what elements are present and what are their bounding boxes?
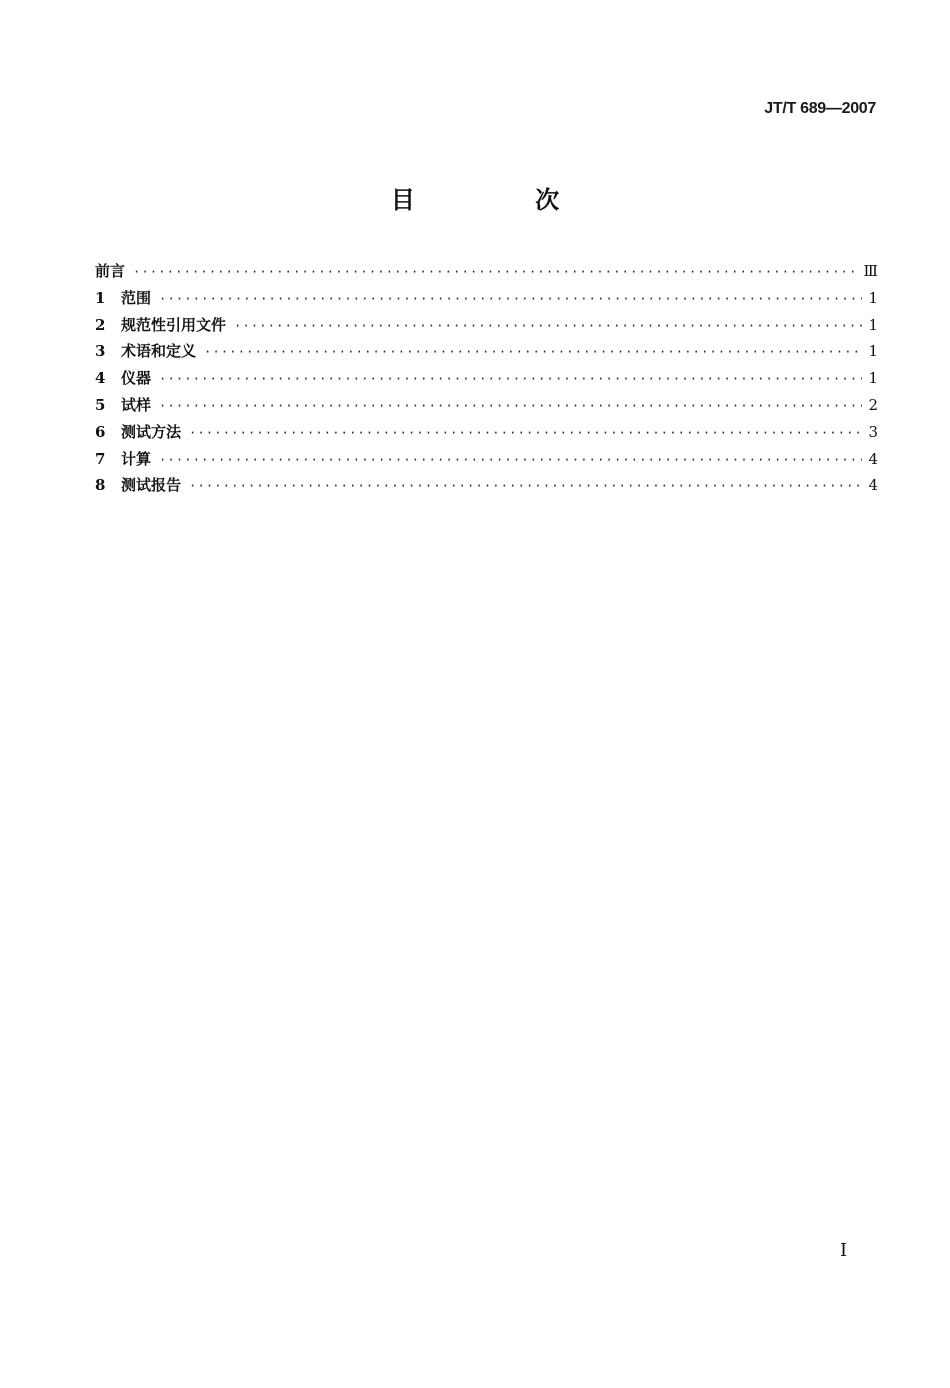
toc-leader-dots — [159, 372, 862, 386]
toc-entry-number: 2 — [95, 315, 106, 334]
toc-entry-page: 2 — [868, 395, 878, 414]
toc-entry-page: 1 — [868, 342, 878, 361]
toc-entry-2[interactable] — [95, 314, 878, 341]
toc-leader-dots — [189, 479, 862, 493]
toc-entry-page: 1 — [868, 288, 878, 307]
toc-entry-page: 1 — [868, 369, 878, 388]
toc-entry-3[interactable] — [95, 340, 878, 367]
toc-title: 目 次 — [390, 186, 616, 214]
standard-code: JT/T 689—2007 — [764, 100, 876, 117]
toc-leader-dots — [204, 345, 862, 359]
toc-entry-page: Ⅲ — [863, 262, 878, 280]
toc-entry-4[interactable] — [95, 367, 878, 394]
toc-leader-dots — [133, 265, 858, 279]
toc-entry-number: 4 — [95, 369, 106, 388]
toc-leader-dots — [159, 292, 862, 306]
toc-entry-page: 1 — [868, 315, 878, 334]
toc-entry-6[interactable] — [95, 421, 878, 448]
toc-entry-number: 7 — [95, 449, 106, 468]
toc-entry-number: 1 — [95, 288, 106, 307]
toc-entry-label: 规范性引用文件 — [121, 315, 227, 334]
toc-entry-5[interactable] — [95, 394, 878, 421]
toc-entry-label: 前言 — [95, 262, 126, 280]
page-number: I — [840, 1240, 848, 1261]
toc-entry-label: 术语和定义 — [121, 342, 197, 361]
toc-entry-label: 测试方法 — [121, 422, 182, 441]
toc-entry-page: 3 — [868, 422, 878, 441]
toc-leader-dots — [159, 399, 862, 413]
toc-entry-foreword[interactable] — [95, 260, 878, 287]
toc-entry-number: 8 — [95, 476, 106, 495]
toc-entry-number: 6 — [95, 422, 106, 441]
toc-entry-8[interactable] — [95, 474, 878, 501]
toc-entry-1[interactable] — [95, 287, 878, 314]
toc-entry-page: 4 — [868, 449, 878, 468]
toc-leader-dots — [189, 426, 862, 440]
toc-entry-label: 测试报告 — [121, 476, 182, 495]
toc-entry-label: 计算 — [121, 449, 152, 468]
toc-leader-dots — [234, 319, 862, 333]
toc-entry-label: 试样 — [121, 395, 152, 414]
toc-entry-7[interactable] — [95, 448, 878, 475]
toc-entry-label: 范围 — [121, 288, 152, 307]
toc-entry-number: 3 — [95, 342, 106, 361]
toc-entry-number: 5 — [95, 395, 106, 414]
toc-list — [95, 260, 878, 501]
toc-leader-dots — [159, 453, 862, 467]
toc-entry-label: 仪器 — [121, 369, 152, 388]
toc-entry-page: 4 — [868, 476, 878, 495]
